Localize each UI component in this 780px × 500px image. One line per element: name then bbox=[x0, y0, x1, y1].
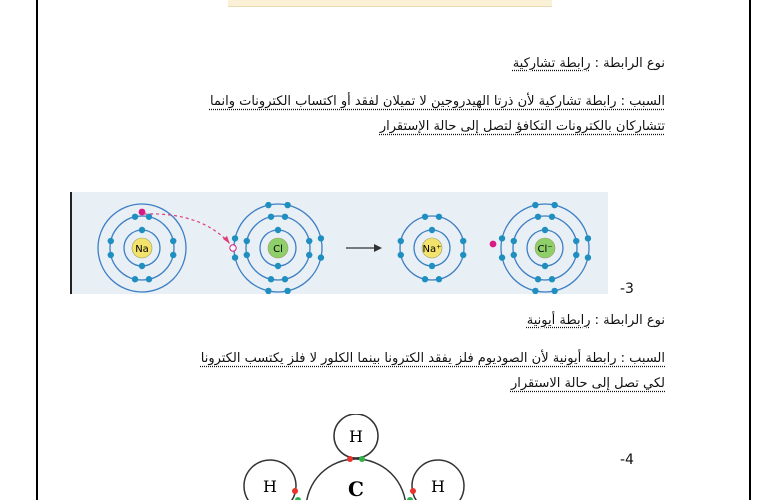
cl-atom-label: Cl bbox=[273, 244, 283, 255]
electron bbox=[398, 238, 404, 244]
electron bbox=[436, 276, 442, 282]
q3-bond-type-label: نوع الرابطة : bbox=[590, 313, 665, 328]
electron bbox=[460, 238, 466, 244]
q2-reason-line1: السبب : رابطة تشاركية لأن ذرتا الهيدروجين لا تميلان لفقد أو اكتساب الكترونات وانما bbox=[209, 94, 665, 109]
electron bbox=[108, 252, 114, 258]
electron bbox=[499, 254, 505, 260]
electron bbox=[542, 263, 548, 269]
shared-electron bbox=[410, 488, 416, 494]
electron bbox=[265, 288, 271, 294]
q3-number: -3 bbox=[620, 281, 634, 297]
electron bbox=[108, 238, 114, 244]
electron bbox=[318, 235, 324, 241]
electron bbox=[532, 202, 538, 208]
electron bbox=[551, 288, 557, 294]
h-top-label: H bbox=[349, 427, 363, 446]
electron bbox=[139, 263, 145, 269]
electron bbox=[275, 227, 281, 233]
electron bbox=[146, 214, 152, 220]
electron bbox=[460, 252, 466, 258]
electron bbox=[549, 214, 555, 220]
q3-bond-type bbox=[527, 313, 665, 328]
electron bbox=[284, 202, 290, 208]
electron bbox=[429, 227, 435, 233]
electron bbox=[146, 276, 152, 282]
page-border-right bbox=[749, 0, 751, 500]
electron bbox=[268, 214, 274, 220]
page-border-left bbox=[36, 0, 38, 500]
electron-landing-spot bbox=[230, 245, 236, 251]
na-ion-label: Na⁺ bbox=[422, 244, 442, 255]
electron bbox=[306, 252, 312, 258]
electron bbox=[275, 263, 281, 269]
electron bbox=[422, 214, 428, 220]
answer-box-top bbox=[228, 0, 552, 7]
cl-ion-label: Cl⁻ bbox=[537, 244, 553, 255]
c-center-label: C bbox=[348, 477, 364, 500]
electron bbox=[232, 235, 238, 241]
electron bbox=[244, 252, 250, 258]
electron bbox=[511, 252, 517, 258]
electron bbox=[535, 214, 541, 220]
electron bbox=[542, 227, 548, 233]
methane-svg bbox=[230, 414, 480, 500]
electron bbox=[511, 238, 517, 244]
q2-bond-type-value: رابطة تشاركية bbox=[512, 56, 591, 71]
electron bbox=[532, 288, 538, 294]
h-right-label: H bbox=[431, 477, 445, 496]
electron bbox=[429, 263, 435, 269]
electron bbox=[282, 276, 288, 282]
electron bbox=[268, 276, 274, 282]
electron bbox=[306, 238, 312, 244]
electron bbox=[573, 252, 579, 258]
electron bbox=[585, 235, 591, 241]
electron bbox=[284, 288, 290, 294]
electron bbox=[132, 276, 138, 282]
shared-electron bbox=[347, 456, 353, 462]
q3-bond-type-value: رابطة أيونية bbox=[526, 313, 591, 328]
electron bbox=[265, 202, 271, 208]
q2-reason-line2: تتشاركان بالكترونات التكافؤ لتصل إلى حالة الإستقرار bbox=[379, 119, 665, 134]
ionic-bond-diagram bbox=[70, 192, 608, 294]
electron bbox=[549, 276, 555, 282]
electron bbox=[422, 276, 428, 282]
electron bbox=[139, 227, 145, 233]
electron bbox=[551, 202, 557, 208]
electron bbox=[499, 235, 505, 241]
electron bbox=[436, 214, 442, 220]
gained-electron bbox=[490, 241, 497, 248]
shared-electron bbox=[292, 488, 298, 494]
electron bbox=[318, 254, 324, 260]
q4-number: -4 bbox=[620, 452, 634, 468]
electron bbox=[232, 254, 238, 260]
electron bbox=[535, 276, 541, 282]
q3-reason-line1: السبب : رابطة أيونية لأن الصوديوم فلز يفقد الكترونا بينما الكلور لا فلز يكتسب الكترونا bbox=[200, 351, 665, 366]
ionic-bond-svg bbox=[72, 192, 608, 294]
q2-bond-type-label: نوع الرابطة : bbox=[590, 56, 665, 71]
electron bbox=[244, 238, 250, 244]
electron bbox=[573, 238, 579, 244]
na-atom-label: Na bbox=[135, 244, 149, 255]
h-left-label: H bbox=[263, 477, 277, 496]
shared-electron bbox=[359, 456, 365, 462]
reaction-arrowhead bbox=[374, 244, 382, 252]
q3-reason-line2: لكي تصل إلى حالة الاستقرار bbox=[510, 376, 665, 391]
methane-diagram bbox=[230, 414, 480, 500]
electron-transfer-arrow bbox=[144, 214, 230, 244]
electron bbox=[170, 252, 176, 258]
electron bbox=[282, 214, 288, 220]
electron bbox=[132, 214, 138, 220]
q2-bond-type bbox=[513, 56, 665, 71]
electron bbox=[170, 238, 176, 244]
electron bbox=[398, 252, 404, 258]
electron bbox=[585, 254, 591, 260]
